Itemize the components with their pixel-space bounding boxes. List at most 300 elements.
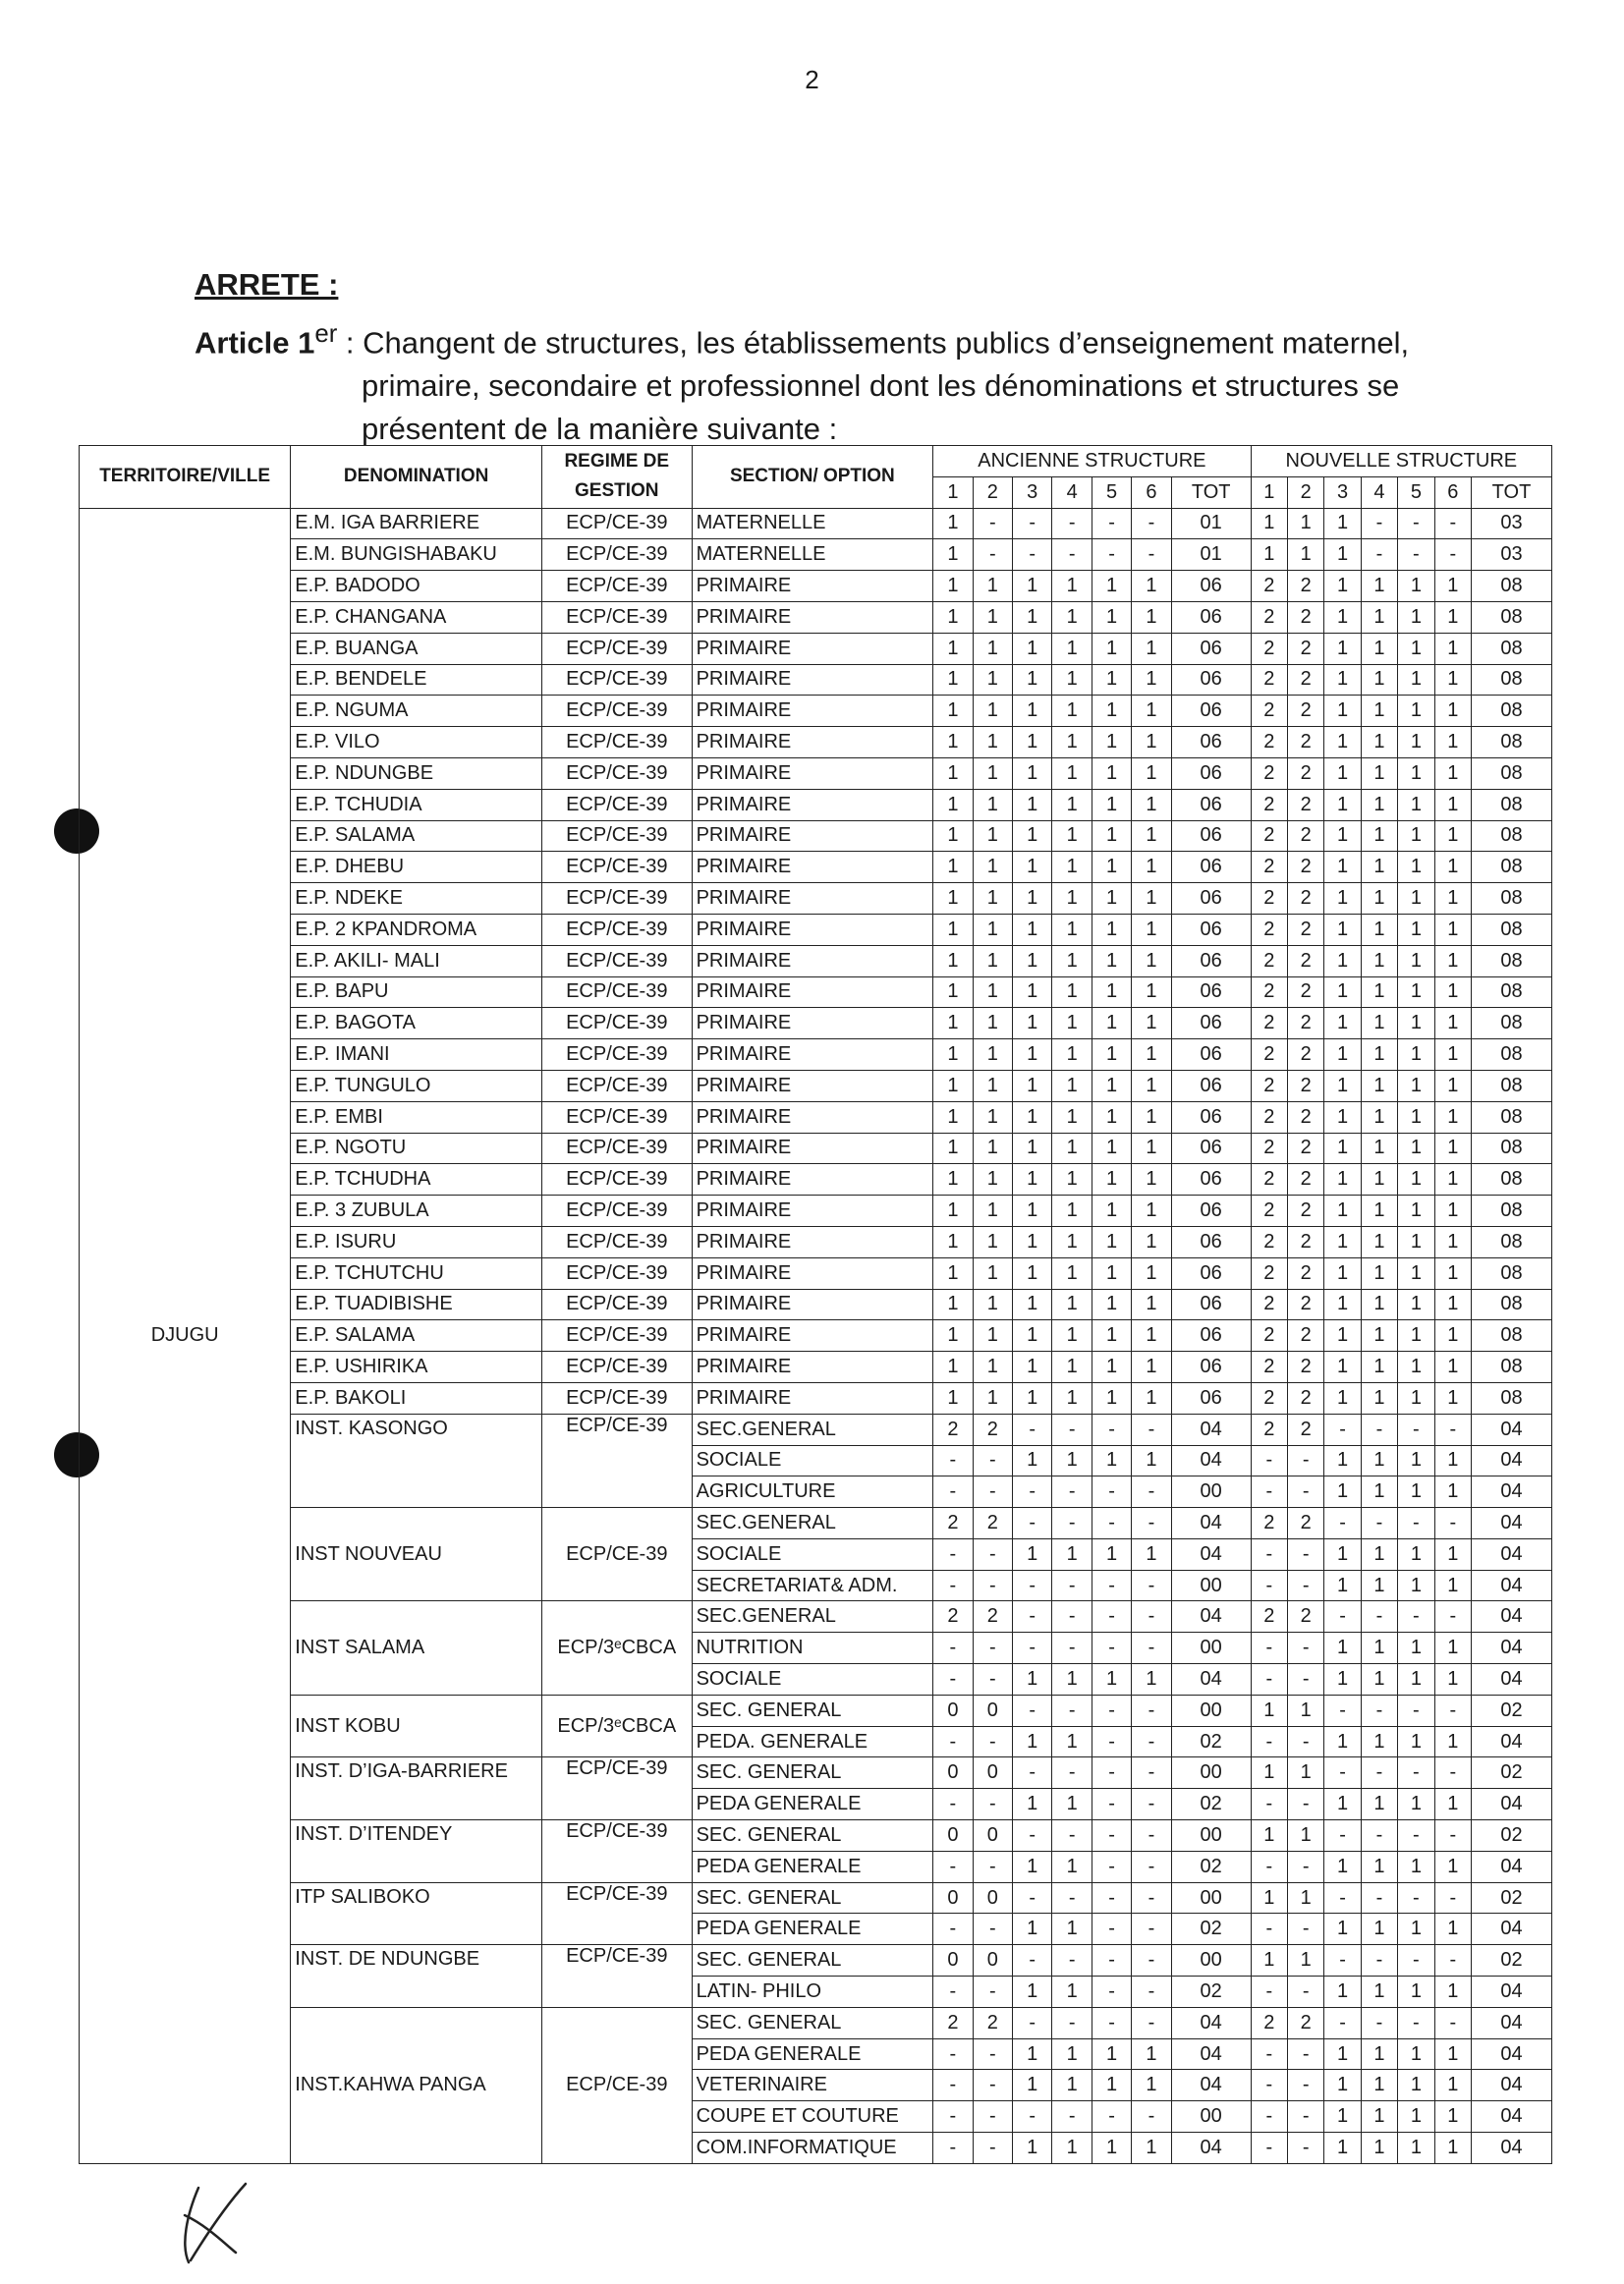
ancienne-cell: 02 [1171,1726,1251,1757]
ancienne-cell: 1 [1013,571,1052,602]
nouvelle-cell: 1 [1361,1664,1397,1696]
nouvelle-cell: 1 [1434,2133,1471,2164]
school-name: E.P. AKILI- MALI [291,945,542,976]
ancienne-cell: 1 [1132,601,1171,633]
nouvelle-cell: - [1434,539,1471,571]
nouvelle-cell: 2 [1251,1008,1287,1039]
nouvelle-cell: 1 [1398,914,1434,945]
ancienne-cell: - [1092,1945,1131,1977]
ancienne-cell: - [1132,1633,1171,1664]
ancienne-cell: - [1092,1977,1131,2008]
ancienne-cell: 1 [1132,1196,1171,1227]
nouvelle-cell: 2 [1288,1352,1324,1383]
nouvelle-cell: 04 [1471,2101,1551,2133]
ancienne-cell: 1 [1132,789,1171,820]
ancienne-cell: 1 [1052,1289,1092,1320]
ancienne-cell: - [973,1445,1012,1476]
ancienne-cell: 1 [973,1257,1012,1289]
nouvelle-cell: 08 [1471,757,1551,789]
table-row [80,1008,1552,1039]
ancienne-cell: 1 [1092,1289,1131,1320]
ancienne-cell: 1 [1092,2070,1131,2101]
ancienne-cell: - [1013,2007,1052,2038]
page-number: 2 [805,65,819,94]
ancienne-cell: 1 [1092,1445,1131,1476]
nouvelle-cell: 1 [1434,757,1471,789]
nouvelle-cell: 04 [1471,2133,1551,2164]
ancienne-cell: 1 [1013,2070,1052,2101]
school-name: E.P. BAKOLI [291,1382,542,1414]
ancienne-cell: 06 [1171,727,1251,758]
school-regime: ECP/CE-39 [541,2007,692,2163]
nouvelle-cell: 1 [1324,2070,1361,2101]
nouvelle-cell: 1 [1434,1008,1471,1039]
ancienne-cell: 1 [1132,976,1171,1008]
ancienne-cell: 1 [1132,757,1171,789]
ancienne-cell: 1 [1013,1070,1052,1101]
ancienne-cell: 1 [933,1164,973,1196]
ancienne-cell: 2 [933,1414,973,1445]
ancienne-cell: 1 [973,1101,1012,1133]
nouvelle-cell: 1 [1398,1352,1434,1383]
nouvelle-cell: - [1251,2101,1287,2133]
nouvelle-cell: 2 [1251,1508,1287,1539]
ancienne-cell: 1 [1132,1101,1171,1133]
ancienne-cell: 1 [1132,571,1171,602]
ancienne-cell: 1 [933,976,973,1008]
nouvelle-cell: 2 [1288,945,1324,976]
nouvelle-cell: 1 [1398,1133,1434,1164]
section-option: AGRICULTURE [692,1476,933,1508]
ancienne-cell: 1 [1052,1133,1092,1164]
nouvelle-cell: - [1288,2070,1324,2101]
ancienne-cell: 1 [1013,1008,1052,1039]
nouvelle-cell: 1 [1434,789,1471,820]
header-new-col-4: 4 [1361,476,1397,508]
nouvelle-cell: 1 [1361,945,1397,976]
ancienne-cell: 00 [1171,1820,1251,1852]
ancienne-cell: 1 [933,757,973,789]
section-option: PRIMAIRE [692,1039,933,1071]
nouvelle-cell: 2 [1251,883,1287,915]
ancienne-cell: 06 [1171,1226,1251,1257]
ancienne-cell: 1 [1092,633,1131,664]
ancienne-cell: 02 [1171,1789,1251,1820]
school-name: E.P. BAGOTA [291,1008,542,1039]
nouvelle-cell: 1 [1361,1445,1397,1476]
section-option: PRIMAIRE [692,1133,933,1164]
nouvelle-cell: 08 [1471,633,1551,664]
nouvelle-cell: 1 [1398,1538,1434,1570]
nouvelle-cell: - [1324,1757,1361,1789]
nouvelle-cell: 1 [1434,1133,1471,1164]
nouvelle-cell: 2 [1251,1352,1287,1383]
nouvelle-cell: 2 [1288,1101,1324,1133]
ancienne-cell: 1 [1052,727,1092,758]
ancienne-cell: - [1013,2101,1052,2133]
ancienne-cell: 1 [1013,1538,1052,1570]
ancienne-cell: - [933,2133,973,2164]
section-option: PRIMAIRE [692,633,933,664]
ancienne-cell: 1 [1092,2038,1131,2070]
ancienne-cell: - [1052,1508,1092,1539]
nouvelle-cell: 2 [1251,1226,1287,1257]
nouvelle-cell: 1 [1434,1352,1471,1383]
ancienne-cell: 1 [1092,1352,1131,1383]
ancienne-cell: - [1132,1601,1171,1633]
table-row [80,1164,1552,1196]
table-row [80,1039,1552,1071]
school-name: E.P. IMANI [291,1039,542,1071]
nouvelle-cell: - [1434,1695,1471,1726]
nouvelle-cell: 03 [1471,508,1551,539]
header-new-col-1: 1 [1251,476,1287,508]
nouvelle-cell: - [1324,1508,1361,1539]
nouvelle-cell: 1 [1324,508,1361,539]
ancienne-cell: 1 [1132,1664,1171,1696]
table-row [80,1320,1552,1352]
nouvelle-cell: - [1288,2101,1324,2133]
school-name: INST NOUVEAU [291,1508,542,1601]
school-regime: ECP/CE-39 [541,789,692,820]
ancienne-cell: - [933,1664,973,1696]
nouvelle-cell: 1 [1361,1382,1397,1414]
header-nouvelle-structure: NOUVELLE STRUCTURE [1251,446,1551,477]
nouvelle-cell: 1 [1398,2101,1434,2133]
school-regime: ECP/CE-39 [541,508,692,539]
nouvelle-cell: 1 [1251,539,1287,571]
nouvelle-cell: 1 [1324,883,1361,915]
nouvelle-cell: 08 [1471,1039,1551,1071]
ancienne-cell: 1 [1132,2070,1171,2101]
ancienne-cell: 1 [933,1289,973,1320]
nouvelle-cell: 2 [1251,976,1287,1008]
ancienne-cell: 1 [1013,914,1052,945]
nouvelle-cell: 08 [1471,1101,1551,1133]
table-row [80,1133,1552,1164]
school-regime: ECP/CE-39 [541,727,692,758]
table-row [80,2007,1552,2038]
ancienne-cell: 0 [933,1945,973,1977]
section-option: PRIMAIRE [692,1382,933,1414]
nouvelle-cell: 08 [1471,852,1551,883]
school-regime: ECP/CE-39 [541,1945,692,2008]
nouvelle-cell: - [1324,1695,1361,1726]
ancienne-cell: - [1132,1726,1171,1757]
school-name: E.P. TCHUTCHU [291,1257,542,1289]
table-row [80,1414,1552,1445]
ancienne-cell: - [1092,1757,1131,1789]
ancienne-cell: 01 [1171,508,1251,539]
school-name: E.P. NDEKE [291,883,542,915]
table-row [80,1352,1552,1383]
ancienne-cell: 1 [973,664,1012,696]
ancienne-cell: 1 [1013,1164,1052,1196]
school-regime: ECP/CE-39 [541,1133,692,1164]
nouvelle-cell: - [1398,1695,1434,1726]
table-row [80,508,1552,539]
ancienne-cell: - [1052,2007,1092,2038]
nouvelle-cell: 1 [1361,1133,1397,1164]
ancienne-cell: - [1052,539,1092,571]
ancienne-cell: 1 [1052,1538,1092,1570]
ancienne-cell: 1 [973,1133,1012,1164]
section-option: SEC. GENERAL [692,1882,933,1914]
nouvelle-cell: - [1361,2007,1397,2038]
ancienne-cell: 1 [1013,1664,1052,1696]
nouvelle-cell: 1 [1398,633,1434,664]
nouvelle-cell: 2 [1251,1196,1287,1227]
nouvelle-cell: 1 [1398,1070,1434,1101]
section-option: SEC.GENERAL [692,1601,933,1633]
nouvelle-cell: 04 [1471,1726,1551,1757]
ancienne-cell: - [1013,1476,1052,1508]
nouvelle-cell: 2 [1251,1257,1287,1289]
nouvelle-cell: 1 [1434,1726,1471,1757]
school-name: INST. KASONGO [291,1414,542,1507]
school-regime: ECP/CE-39 [541,1196,692,1227]
ancienne-cell: - [1092,1851,1131,1882]
nouvelle-cell: 04 [1471,1476,1551,1508]
school-name: E.P. 2 KPANDROMA [291,914,542,945]
nouvelle-cell: 04 [1471,1538,1551,1570]
nouvelle-cell: - [1434,1414,1471,1445]
ancienne-cell: 0 [973,1882,1012,1914]
school-regime: ECP/CE-39 [541,1289,692,1320]
ancienne-cell: 1 [933,1226,973,1257]
nouvelle-cell: 1 [1361,1257,1397,1289]
ancienne-cell: 1 [1092,1320,1131,1352]
header-regime: REGIME DE GESTION [541,446,692,509]
ancienne-cell: - [1013,1601,1052,1633]
nouvelle-cell: 1 [1288,508,1324,539]
section-option: MATERNELLE [692,508,933,539]
nouvelle-cell: - [1398,1601,1434,1633]
nouvelle-cell: 2 [1288,820,1324,852]
nouvelle-cell: 1 [1398,945,1434,976]
ancienne-cell: 1 [973,1196,1012,1227]
ancienne-cell: 1 [1092,820,1131,852]
ancienne-cell: 1 [1013,1445,1052,1476]
nouvelle-cell: 04 [1471,1977,1551,2008]
ancienne-cell: 06 [1171,664,1251,696]
nouvelle-cell: 1 [1398,757,1434,789]
ancienne-cell: - [973,508,1012,539]
nouvelle-cell: 04 [1471,1508,1551,1539]
nouvelle-cell: 04 [1471,2038,1551,2070]
nouvelle-cell: 04 [1471,1851,1551,1882]
ancienne-cell: 1 [1132,1133,1171,1164]
nouvelle-cell: 2 [1251,1133,1287,1164]
table-row [80,1070,1552,1101]
section-option: PEDA GENERALE [692,1789,933,1820]
ancienne-cell: 1 [1052,2038,1092,2070]
ancienne-cell: 02 [1171,1914,1251,1945]
ancienne-cell: 1 [1132,1445,1171,1476]
section-option: COUPE ET COUTURE [692,2101,933,2133]
ancienne-cell: - [1052,1601,1092,1633]
nouvelle-cell: 1 [1324,1382,1361,1414]
nouvelle-cell: 02 [1471,1945,1551,1977]
ancienne-cell: 1 [1132,1320,1171,1352]
nouvelle-cell: 1 [1398,2133,1434,2164]
nouvelle-cell: 1 [1434,1851,1471,1882]
nouvelle-cell: 1 [1361,1320,1397,1352]
school-name: E.P. TCHUDHA [291,1164,542,1196]
ancienne-cell: 1 [1132,727,1171,758]
ancienne-cell: 1 [1013,601,1052,633]
ancienne-cell: 06 [1171,1070,1251,1101]
nouvelle-cell: - [1251,1977,1287,2008]
ancienne-cell: 06 [1171,1008,1251,1039]
school-regime: ECP/CE-39 [541,633,692,664]
ancienne-cell: - [1052,1695,1092,1726]
section-option: PRIMAIRE [692,852,933,883]
ancienne-cell: - [1092,1820,1131,1852]
nouvelle-cell: - [1251,1726,1287,1757]
nouvelle-cell: 1 [1361,1851,1397,1882]
ancienne-cell: 1 [1092,696,1131,727]
nouvelle-cell: 1 [1361,696,1397,727]
article-text-1: : Changent de structures, les établissements publics d’enseignement maternel, [337,325,1410,361]
nouvelle-cell: 1 [1324,1789,1361,1820]
nouvelle-cell: 1 [1324,1445,1361,1476]
nouvelle-cell: 08 [1471,820,1551,852]
nouvelle-cell: 2 [1251,664,1287,696]
nouvelle-cell: 1 [1324,1289,1361,1320]
table-row [80,789,1552,820]
ancienne-cell: 1 [933,914,973,945]
ancienne-cell: - [973,1476,1012,1508]
nouvelle-cell: 1 [1398,1851,1434,1882]
ancienne-cell: 0 [973,1695,1012,1726]
nouvelle-cell: 08 [1471,1289,1551,1320]
ancienne-cell: - [1092,1882,1131,1914]
ancienne-cell: 06 [1171,1320,1251,1352]
nouvelle-cell: 2 [1288,789,1324,820]
nouvelle-cell: 2 [1288,852,1324,883]
school-name: INST SALAMA [291,1601,542,1695]
nouvelle-cell: 1 [1434,1289,1471,1320]
nouvelle-cell: 1 [1324,1538,1361,1570]
nouvelle-cell: - [1251,2070,1287,2101]
ancienne-cell: 1 [1052,820,1092,852]
ancienne-cell: 1 [1013,1289,1052,1320]
ancienne-cell: 1 [933,852,973,883]
nouvelle-cell: 1 [1361,1289,1397,1320]
ancienne-cell: 06 [1171,789,1251,820]
nouvelle-cell: - [1398,508,1434,539]
ancienne-cell: 1 [1092,1226,1131,1257]
nouvelle-cell: 1 [1434,727,1471,758]
ancienne-cell: 1 [1052,1257,1092,1289]
ancienne-cell: - [1132,2101,1171,2133]
nouvelle-cell: - [1434,1820,1471,1852]
section-option: PRIMAIRE [692,696,933,727]
section-option: PRIMAIRE [692,1164,933,1196]
nouvelle-cell: 1 [1398,1570,1434,1601]
nouvelle-cell: - [1434,1945,1471,1977]
ancienne-cell: - [1132,1882,1171,1914]
nouvelle-cell: 2 [1288,633,1324,664]
school-regime: ECP/CE-39 [541,1070,692,1101]
ancienne-cell: 06 [1171,696,1251,727]
ancienne-cell: 1 [1132,1257,1171,1289]
ancienne-cell: - [1052,1476,1092,1508]
nouvelle-cell: 1 [1434,1914,1471,1945]
section-option: PRIMAIRE [692,757,933,789]
nouvelle-cell: 1 [1398,1726,1434,1757]
ancienne-cell: - [1132,1977,1171,2008]
section-option: PRIMAIRE [692,1070,933,1101]
ancienne-cell: - [1132,1945,1171,1977]
ancienne-cell: 1 [1092,1008,1131,1039]
ancienne-cell: - [1092,1570,1131,1601]
ancienne-cell: - [933,1445,973,1476]
nouvelle-cell: 2 [1288,1601,1324,1633]
nouvelle-cell: 1 [1324,633,1361,664]
ancienne-cell: 06 [1171,601,1251,633]
ancienne-cell: 1 [1092,1196,1131,1227]
article-line-1 [195,312,1511,364]
section-option: LATIN- PHILO [692,1977,933,2008]
nouvelle-cell: 2 [1251,1601,1287,1633]
nouvelle-cell: - [1398,1508,1434,1539]
ancienne-cell: 1 [1052,914,1092,945]
school-name: E.P. NGOTU [291,1133,542,1164]
ancienne-cell: 1 [1052,1101,1092,1133]
nouvelle-cell: 1 [1361,1977,1397,2008]
ancienne-cell: 1 [1013,727,1052,758]
nouvelle-cell: 1 [1288,539,1324,571]
nouvelle-cell: 2 [1288,1289,1324,1320]
nouvelle-cell: - [1288,1538,1324,1570]
nouvelle-cell: 04 [1471,1789,1551,1820]
ancienne-cell: - [1132,539,1171,571]
nouvelle-cell: 1 [1398,1196,1434,1227]
ancienne-cell: - [1132,1570,1171,1601]
section-option: SEC. GENERAL [692,1695,933,1726]
nouvelle-cell: 1 [1398,2038,1434,2070]
ancienne-cell: - [973,1633,1012,1664]
ancienne-cell: - [1092,1601,1131,1633]
ancienne-cell: 1 [933,1070,973,1101]
school-name: E.P. DHEBU [291,852,542,883]
ancienne-cell: 1 [1052,1352,1092,1383]
ancienne-cell: 1 [973,696,1012,727]
nouvelle-cell: 2 [1251,1320,1287,1352]
nouvelle-cell: 04 [1471,1633,1551,1664]
nouvelle-cell: 2 [1288,1508,1324,1539]
ancienne-cell: 06 [1171,1133,1251,1164]
ancienne-cell: - [1052,1757,1092,1789]
ancienne-cell: - [973,1538,1012,1570]
table-row [80,1882,1552,1914]
ancienne-cell: 01 [1171,539,1251,571]
school-regime: ECP/CE-39 [541,1257,692,1289]
ancienne-cell: 1 [1132,1538,1171,1570]
school-name: INST. DE NDUNGBE [291,1945,542,2008]
ancienne-cell: 1 [1052,852,1092,883]
nouvelle-cell: - [1288,1726,1324,1757]
section-option: NUTRITION [692,1633,933,1664]
school-name: E.P. CHANGANA [291,601,542,633]
nouvelle-cell: 1 [1324,1008,1361,1039]
nouvelle-cell: 1 [1398,601,1434,633]
section-option: PRIMAIRE [692,945,933,976]
section-option: PRIMAIRE [692,1320,933,1352]
nouvelle-cell: 1 [1324,1196,1361,1227]
